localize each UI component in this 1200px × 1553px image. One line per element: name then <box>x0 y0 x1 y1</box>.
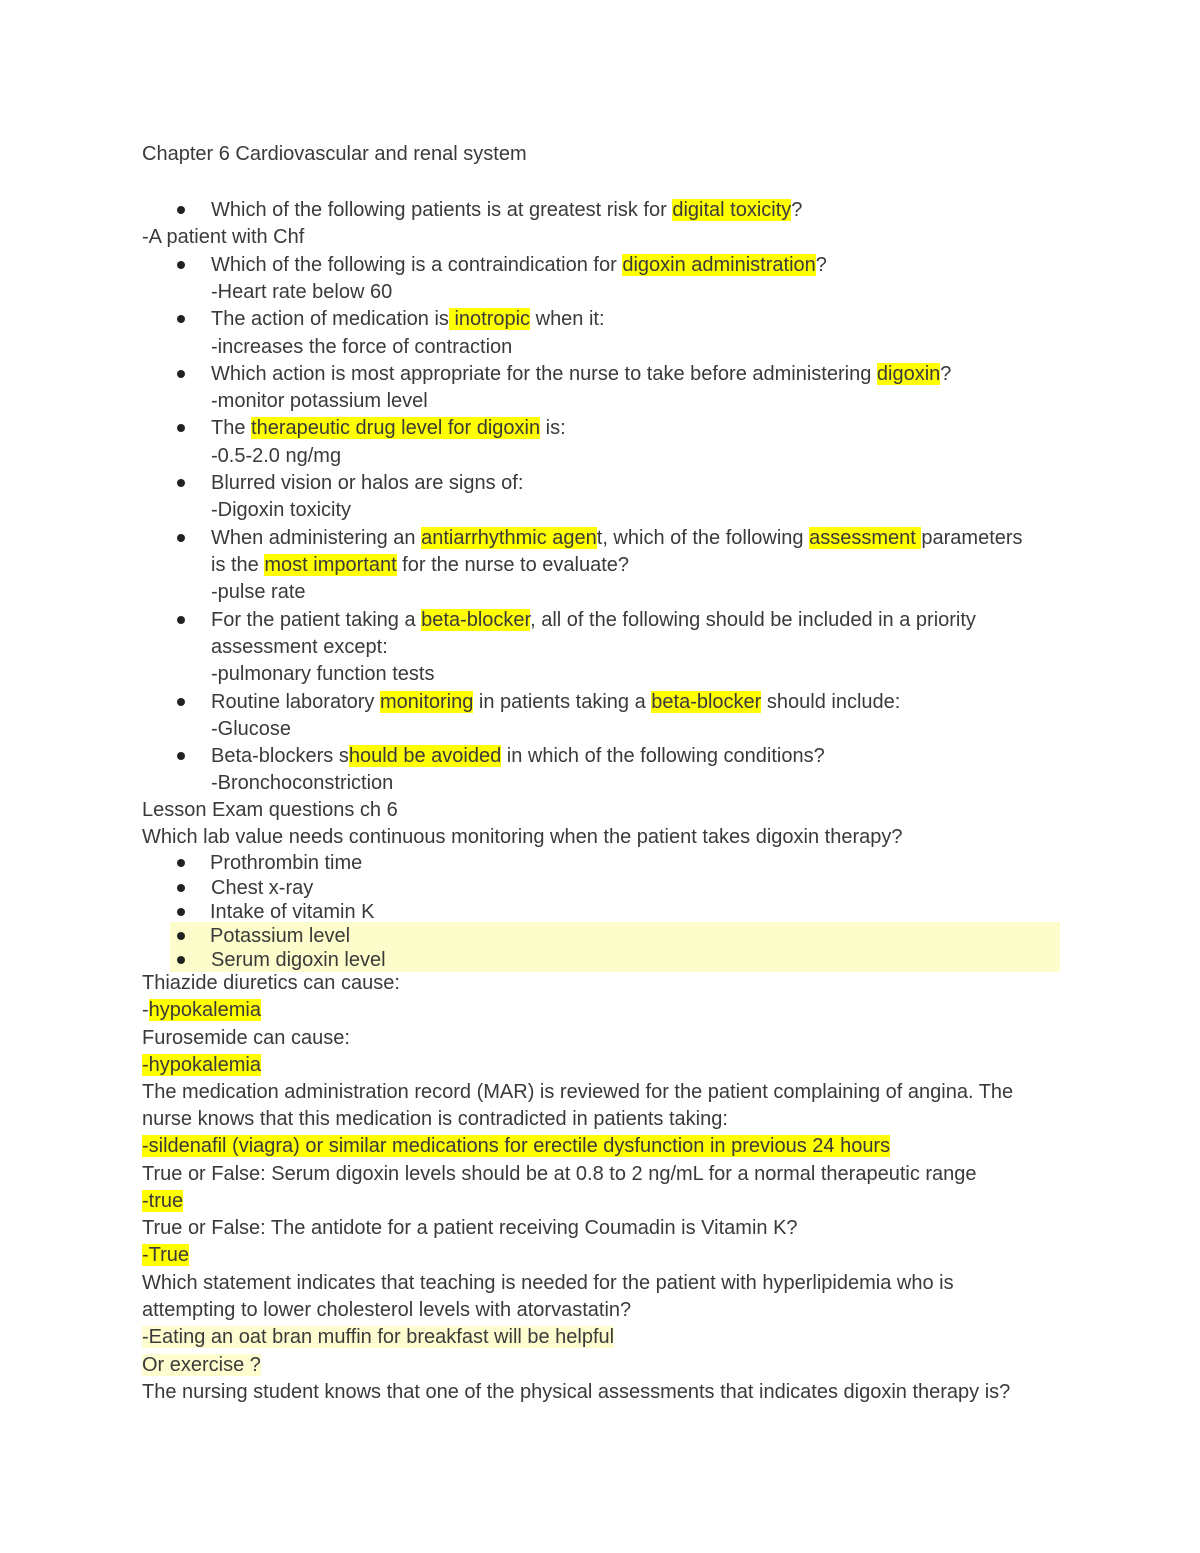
bullet-icon <box>177 956 185 964</box>
bullet-icon <box>177 534 185 542</box>
bullet-icon <box>177 479 185 487</box>
bullet-icon <box>177 884 185 892</box>
mar-answer: -sildenafil (viagra) or similar medications for erectile dysfunction in previous 24 hours <box>142 1135 891 1157</box>
answer-9: -Glucose <box>211 718 292 740</box>
answer-5: -0.5-2.0 ng/mg <box>211 445 342 467</box>
question-5: The therapeutic drug level for digoxin is: <box>211 417 566 439</box>
lab-question: Which lab value needs continuous monitoring when the patient takes digoxin therapy? <box>142 826 903 848</box>
question-9: Routine laboratory monitoring in patients taking a beta-blocker should include: <box>211 691 901 713</box>
answer-6: -Digoxin toxicity <box>211 499 352 521</box>
bullet-icon <box>177 370 185 378</box>
mar-question-line-2: nurse knows that this medication is contradicted in patients taking: <box>142 1108 728 1130</box>
answer-3: -increases the force of contraction <box>211 336 513 358</box>
bullet-icon <box>177 616 185 624</box>
digoxin-assessment-question: The nursing student knows that one of the physical assessments that indicates digoxin therapy is? <box>142 1381 1011 1403</box>
option-item-correct: Potassium level <box>210 925 351 947</box>
question-7-line-2: is the most important for the nurse to evaluate? <box>211 554 629 576</box>
bullet-icon <box>177 932 185 940</box>
lesson-heading: Lesson Exam questions ch 6 <box>142 799 398 821</box>
question-4: Which action is most appropriate for the nurse to take before administering digoxin? <box>211 363 952 385</box>
option-item: Chest x-ray <box>211 877 314 899</box>
question-8-line-2: assessment except: <box>211 636 388 658</box>
question-3: The action of medication is inotropic when it: <box>211 308 605 330</box>
bullet-icon <box>177 424 185 432</box>
answer-4: -monitor potassium level <box>211 390 428 412</box>
bullet-icon <box>177 206 185 214</box>
bullet-icon <box>177 315 185 323</box>
answer-1: -A patient with Chf <box>142 226 305 248</box>
answer-7: -pulse rate <box>211 581 306 603</box>
option-item-correct: Serum digoxin level <box>211 949 386 971</box>
thiazide-answer: -hypokalemia <box>142 999 261 1021</box>
page-title: Chapter 6 Cardiovascular and renal system <box>142 143 527 165</box>
hyperlipidemia-answer: -Eating an oat bran muffin for breakfast will be helpful <box>142 1326 615 1348</box>
hyperlipidemia-question-line-2: attempting to lower cholesterol levels with atorvastatin? <box>142 1299 632 1321</box>
mar-question: The medication administration record (MAR) is reviewed for the patient complaining of angina. The <box>142 1081 1014 1103</box>
question-10: Beta-blockers should be avoided in which of the following conditions? <box>211 745 825 767</box>
furosemide-question: Furosemide can cause: <box>142 1027 350 1049</box>
bullet-icon <box>177 752 185 760</box>
answer-2: -Heart rate below 60 <box>211 281 393 303</box>
thiazide-question: Thiazide diuretics can cause: <box>142 972 400 994</box>
true-false-answer-2: -True <box>142 1244 190 1266</box>
question-8: For the patient taking a beta-blocker, all of the following should be included in a priority <box>211 609 976 631</box>
answer-8: -pulmonary function tests <box>211 663 435 685</box>
true-false-question-2: True or False: The antidote for a patient receiving Coumadin is Vitamin K? <box>142 1217 798 1239</box>
option-item: Intake of vitamin K <box>210 901 375 923</box>
answer-10: -Bronchoconstriction <box>211 772 394 794</box>
hyperlipidemia-question: Which statement indicates that teaching is needed for the patient with hyperlipidemia who is <box>142 1272 954 1294</box>
furosemide-answer: -hypokalemia <box>142 1054 261 1076</box>
question-2: Which of the following is a contraindication for digoxin administration? <box>211 254 827 276</box>
option-item: Prothrombin time <box>210 852 363 874</box>
bullet-icon <box>177 908 185 916</box>
question-6: Blurred vision or halos are signs of: <box>211 472 524 494</box>
bullet-icon <box>177 859 185 867</box>
hyperlipidemia-answer-2: Or exercise ? <box>142 1354 261 1376</box>
bullet-icon <box>177 698 185 706</box>
question-7: When administering an antiarrhythmic agent, which of the following assessment parameters <box>211 527 1023 549</box>
bullet-icon <box>177 261 185 269</box>
question-1: Which of the following patients is at greatest risk for digital toxicity? <box>211 199 803 221</box>
true-false-answer-1: -true <box>142 1190 184 1212</box>
true-false-question-1: True or False: Serum digoxin levels should be at 0.8 to 2 ng/mL for a normal therapeutic range <box>142 1163 977 1185</box>
